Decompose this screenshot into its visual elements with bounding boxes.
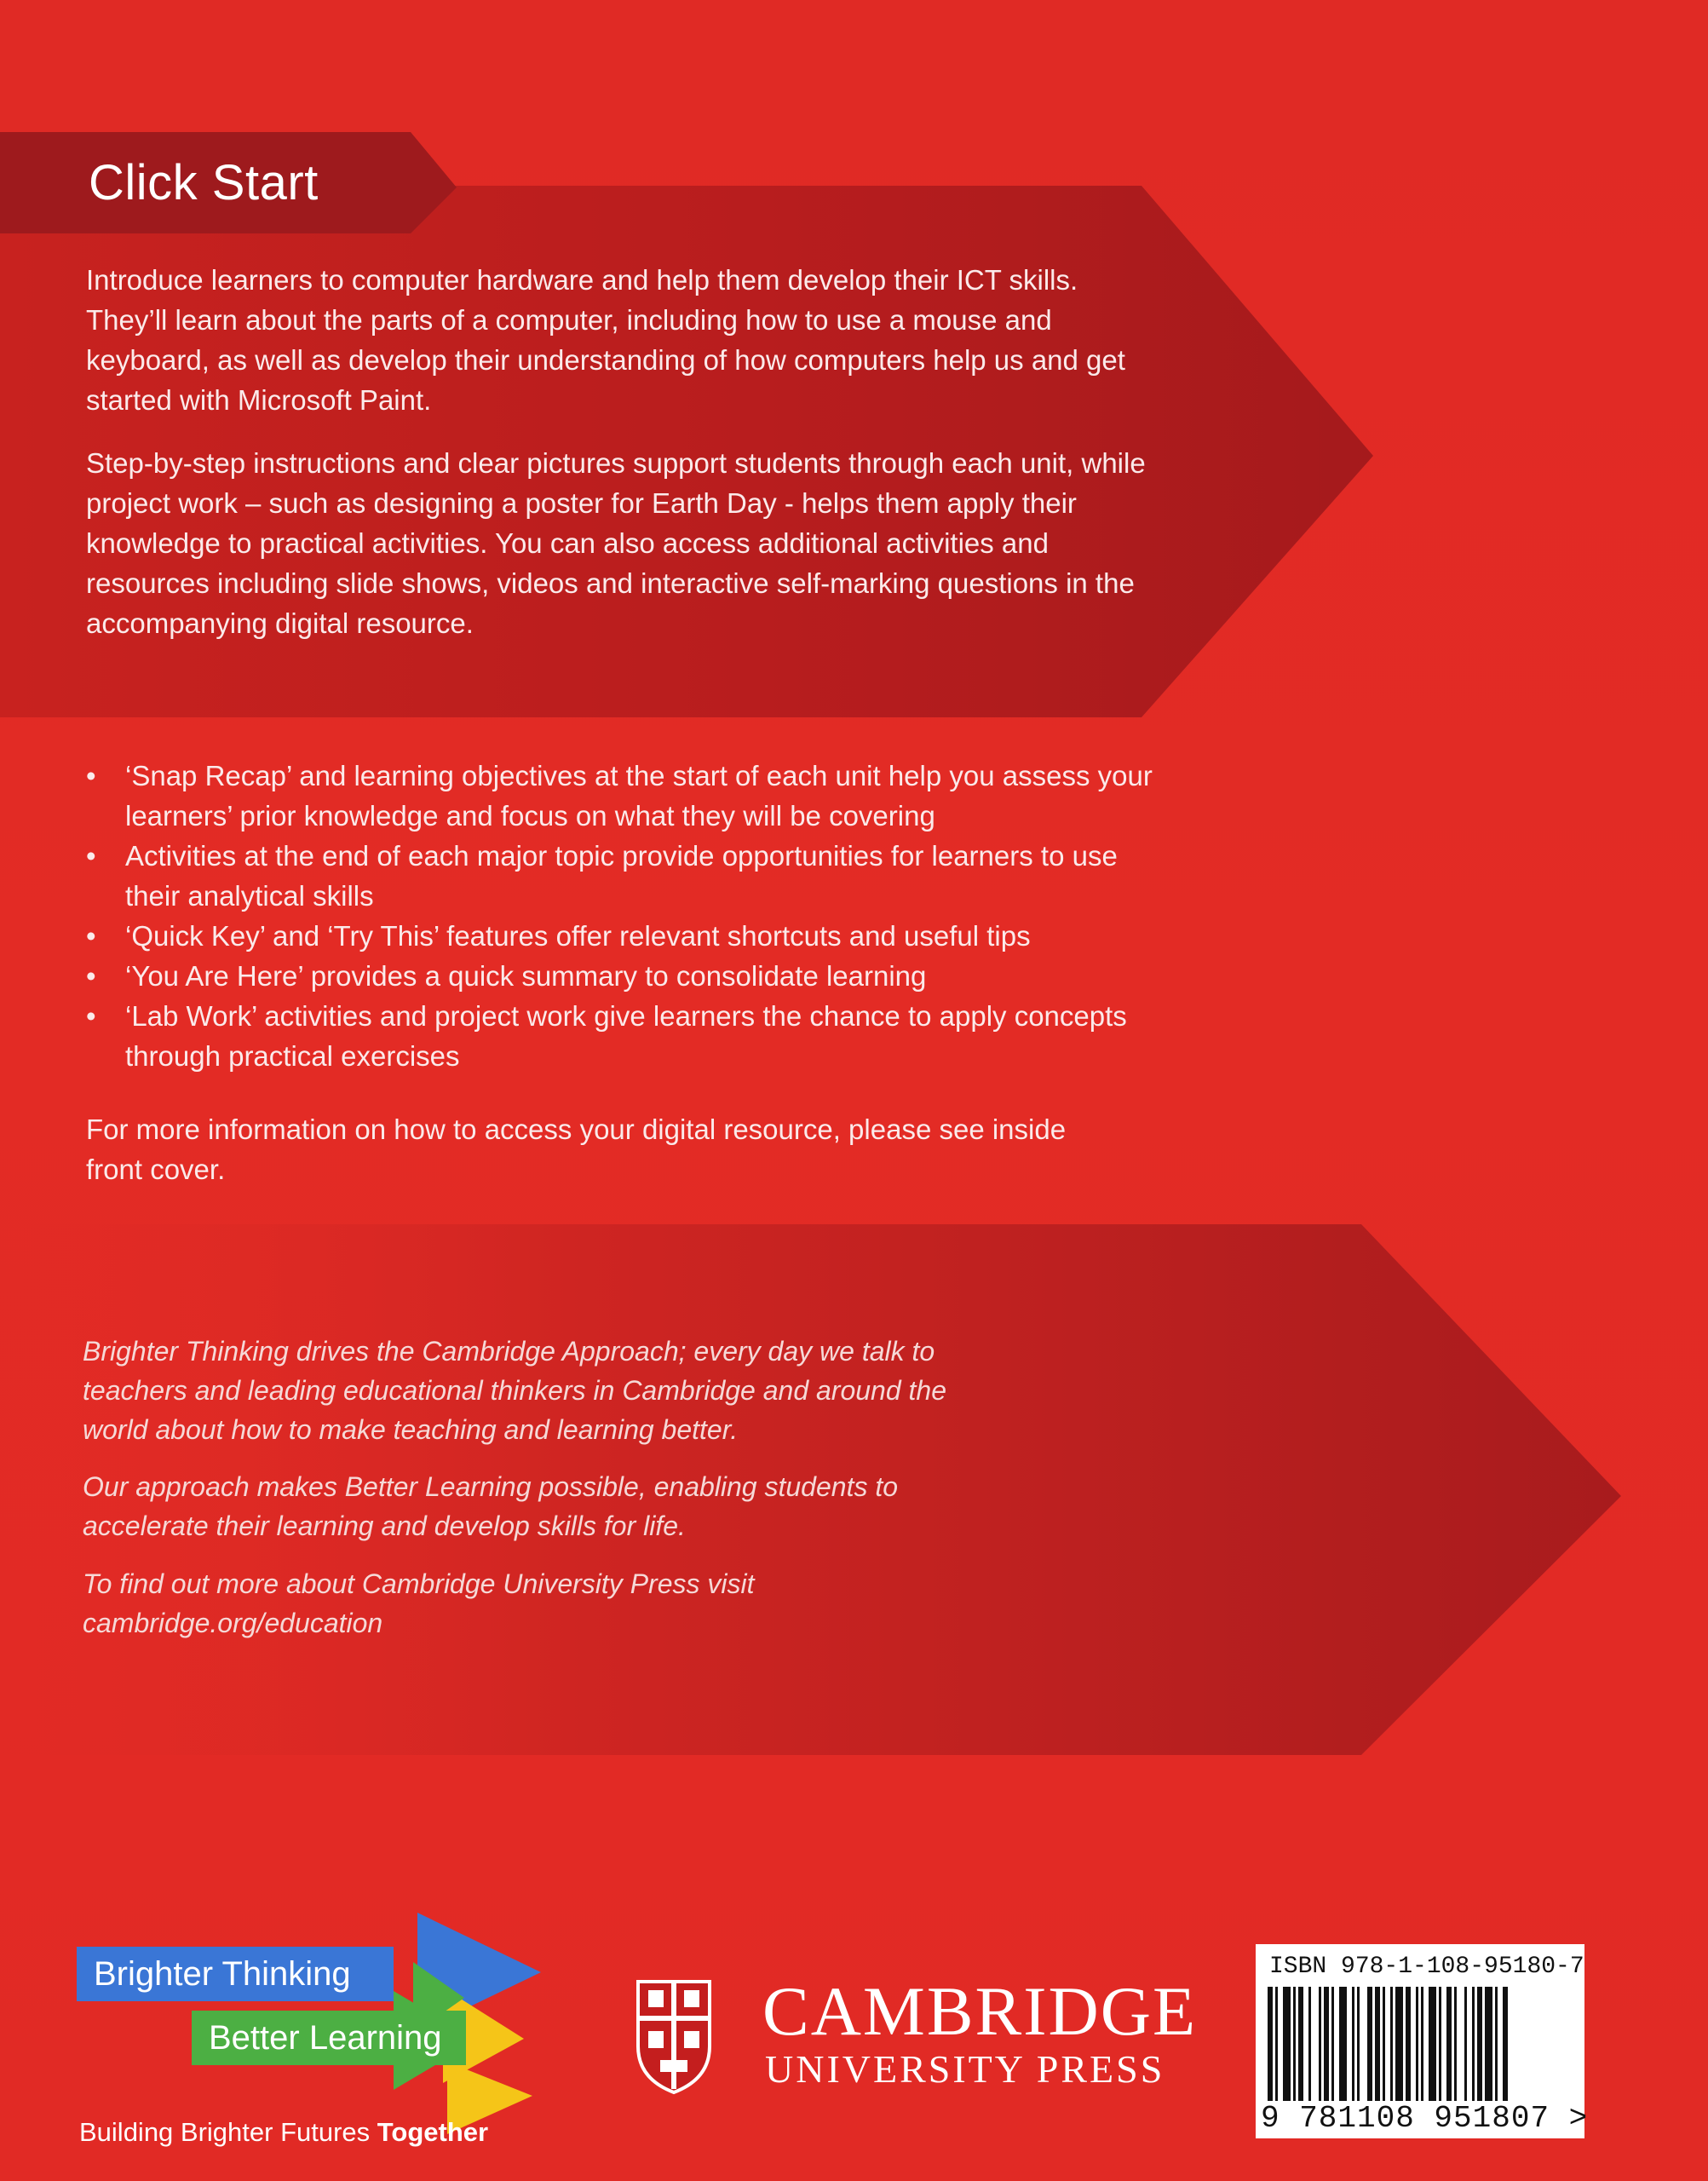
intro-paragraph-1: Introduce learners to computer hardware and help them develop their ICT skills. They’ll learn about the parts of a computer, including how to use a mouse and keyboard, as well as develop their understanding of how computers help us and get started with Microsoft Paint. bbox=[86, 264, 1125, 416]
barcode-bar bbox=[1485, 1987, 1492, 2101]
barcode-bar bbox=[1464, 1987, 1467, 2101]
tagline-bold: Together bbox=[377, 2117, 489, 2147]
list-item-text: ‘Snap Recap’ and learning objectives at the start of each unit help you assess your learners’ prior knowledge and focus on what they will be covering bbox=[125, 760, 1153, 832]
barcode-bar bbox=[1495, 1987, 1498, 2101]
isbn-label: ISBN 978-1-108-95180-7 bbox=[1269, 1954, 1584, 1980]
barcode-bar bbox=[1293, 1987, 1296, 2101]
tagline-regular: Building Brighter Futures bbox=[79, 2117, 377, 2147]
barcode-bar bbox=[1339, 1987, 1347, 2101]
barcode-bar bbox=[1319, 1987, 1321, 2101]
barcode-bar bbox=[1352, 1987, 1354, 2101]
cambridge-crest-icon bbox=[635, 1978, 713, 2096]
barcode-bar bbox=[1268, 1987, 1273, 2101]
barcode-bars-icon bbox=[1268, 1987, 1573, 2101]
list-item-text: ‘Quick Key’ and ‘Try This’ features offer relevant shortcuts and useful tips bbox=[125, 920, 1031, 952]
barcode-bar bbox=[1357, 1987, 1360, 2101]
barcode-bar bbox=[1298, 1987, 1303, 2101]
barcode-digits: 9 781108 951807 > bbox=[1261, 2101, 1589, 2136]
barcode-bar bbox=[1383, 1987, 1385, 2101]
barcode-bar bbox=[1275, 1987, 1278, 2101]
barcode-bar bbox=[1454, 1987, 1457, 2101]
barcode-bar bbox=[1367, 1987, 1372, 2101]
list-item bbox=[86, 956, 1159, 996]
intro-paragraph-2: Step-by-step instructions and clear pictures support students through each unit, while project work – such as designing a poster for Earth Day - helps them apply their knowledge to practical activities. You can also access additional activities and resources including slide shows, videos and interactive self-marking questions in the accompanying digital resource. bbox=[86, 447, 1146, 639]
approach-paragraph-1: Brighter Thinking drives the Cambridge Approach; every day we talk to teachers and leading educational thinkers in Cambridge and around the world about how to make teaching and learning better. bbox=[83, 1336, 947, 1445]
barcode-bar bbox=[1421, 1987, 1423, 2101]
page-title: Click Start bbox=[89, 155, 319, 210]
list-item bbox=[86, 996, 1159, 1076]
bullet-icon: • bbox=[86, 920, 96, 952]
barcode-bar bbox=[1446, 1987, 1452, 2101]
list-item-text: Activities at the end of each major topic provide opportunities for learners to use their analytical skills bbox=[125, 840, 1118, 912]
barcode-bar bbox=[1308, 1987, 1311, 2101]
bullet-icon: • bbox=[86, 960, 96, 992]
better-learning-label: Better Learning bbox=[192, 2011, 466, 2065]
barcode-bar bbox=[1406, 1987, 1411, 2101]
brighter-thinking-logo bbox=[77, 1913, 554, 2134]
bullet-icon: • bbox=[86, 840, 96, 872]
barcode-bar bbox=[1390, 1987, 1393, 2101]
barcode-bar bbox=[1472, 1987, 1475, 2101]
barcode-bar bbox=[1283, 1987, 1291, 2101]
feature-list bbox=[86, 756, 1159, 1076]
isbn-barcode bbox=[1256, 1944, 1589, 2138]
brighter-thinking-label: Brighter Thinking bbox=[77, 1947, 394, 2001]
publisher-subname: UNIVERSITY PRESS bbox=[765, 2047, 1165, 2091]
barcode-bar bbox=[1324, 1987, 1329, 2101]
barcode-bar bbox=[1503, 1987, 1508, 2101]
list-item bbox=[86, 756, 1159, 836]
barcode-bar bbox=[1395, 1987, 1403, 2101]
bullet-icon: • bbox=[86, 1000, 96, 1032]
barcode-bar bbox=[1477, 1987, 1482, 2101]
tagline bbox=[79, 2115, 488, 2149]
list-item-text: ‘You Are Here’ provides a quick summary to consolidate learning bbox=[125, 960, 927, 992]
barcode-bar bbox=[1439, 1987, 1441, 2101]
bullet-icon: • bbox=[86, 760, 96, 791]
list-item bbox=[86, 916, 1159, 956]
barcode-bar bbox=[1429, 1987, 1436, 2101]
approach-paragraph-2: Our approach makes Better Learning possible, enabling students to accelerate their learning and develop skills for life. bbox=[83, 1471, 899, 1541]
list-item-text: ‘Lab Work’ activities and project work give learners the chance to apply concepts through practical exercises bbox=[125, 1000, 1127, 1072]
barcode-bar bbox=[1416, 1987, 1418, 2101]
publisher-name: CAMBRIDGE bbox=[762, 1972, 1198, 2050]
approach-paragraph-3: To find out more about Cambridge University Press visit cambridge.org/education bbox=[83, 1568, 755, 1638]
more-info-text: For more information on how to access your digital resource, please see inside front cover. bbox=[86, 1114, 1067, 1185]
barcode-bar bbox=[1375, 1987, 1380, 2101]
list-item bbox=[86, 836, 1159, 916]
barcode-bar bbox=[1331, 1987, 1334, 2101]
